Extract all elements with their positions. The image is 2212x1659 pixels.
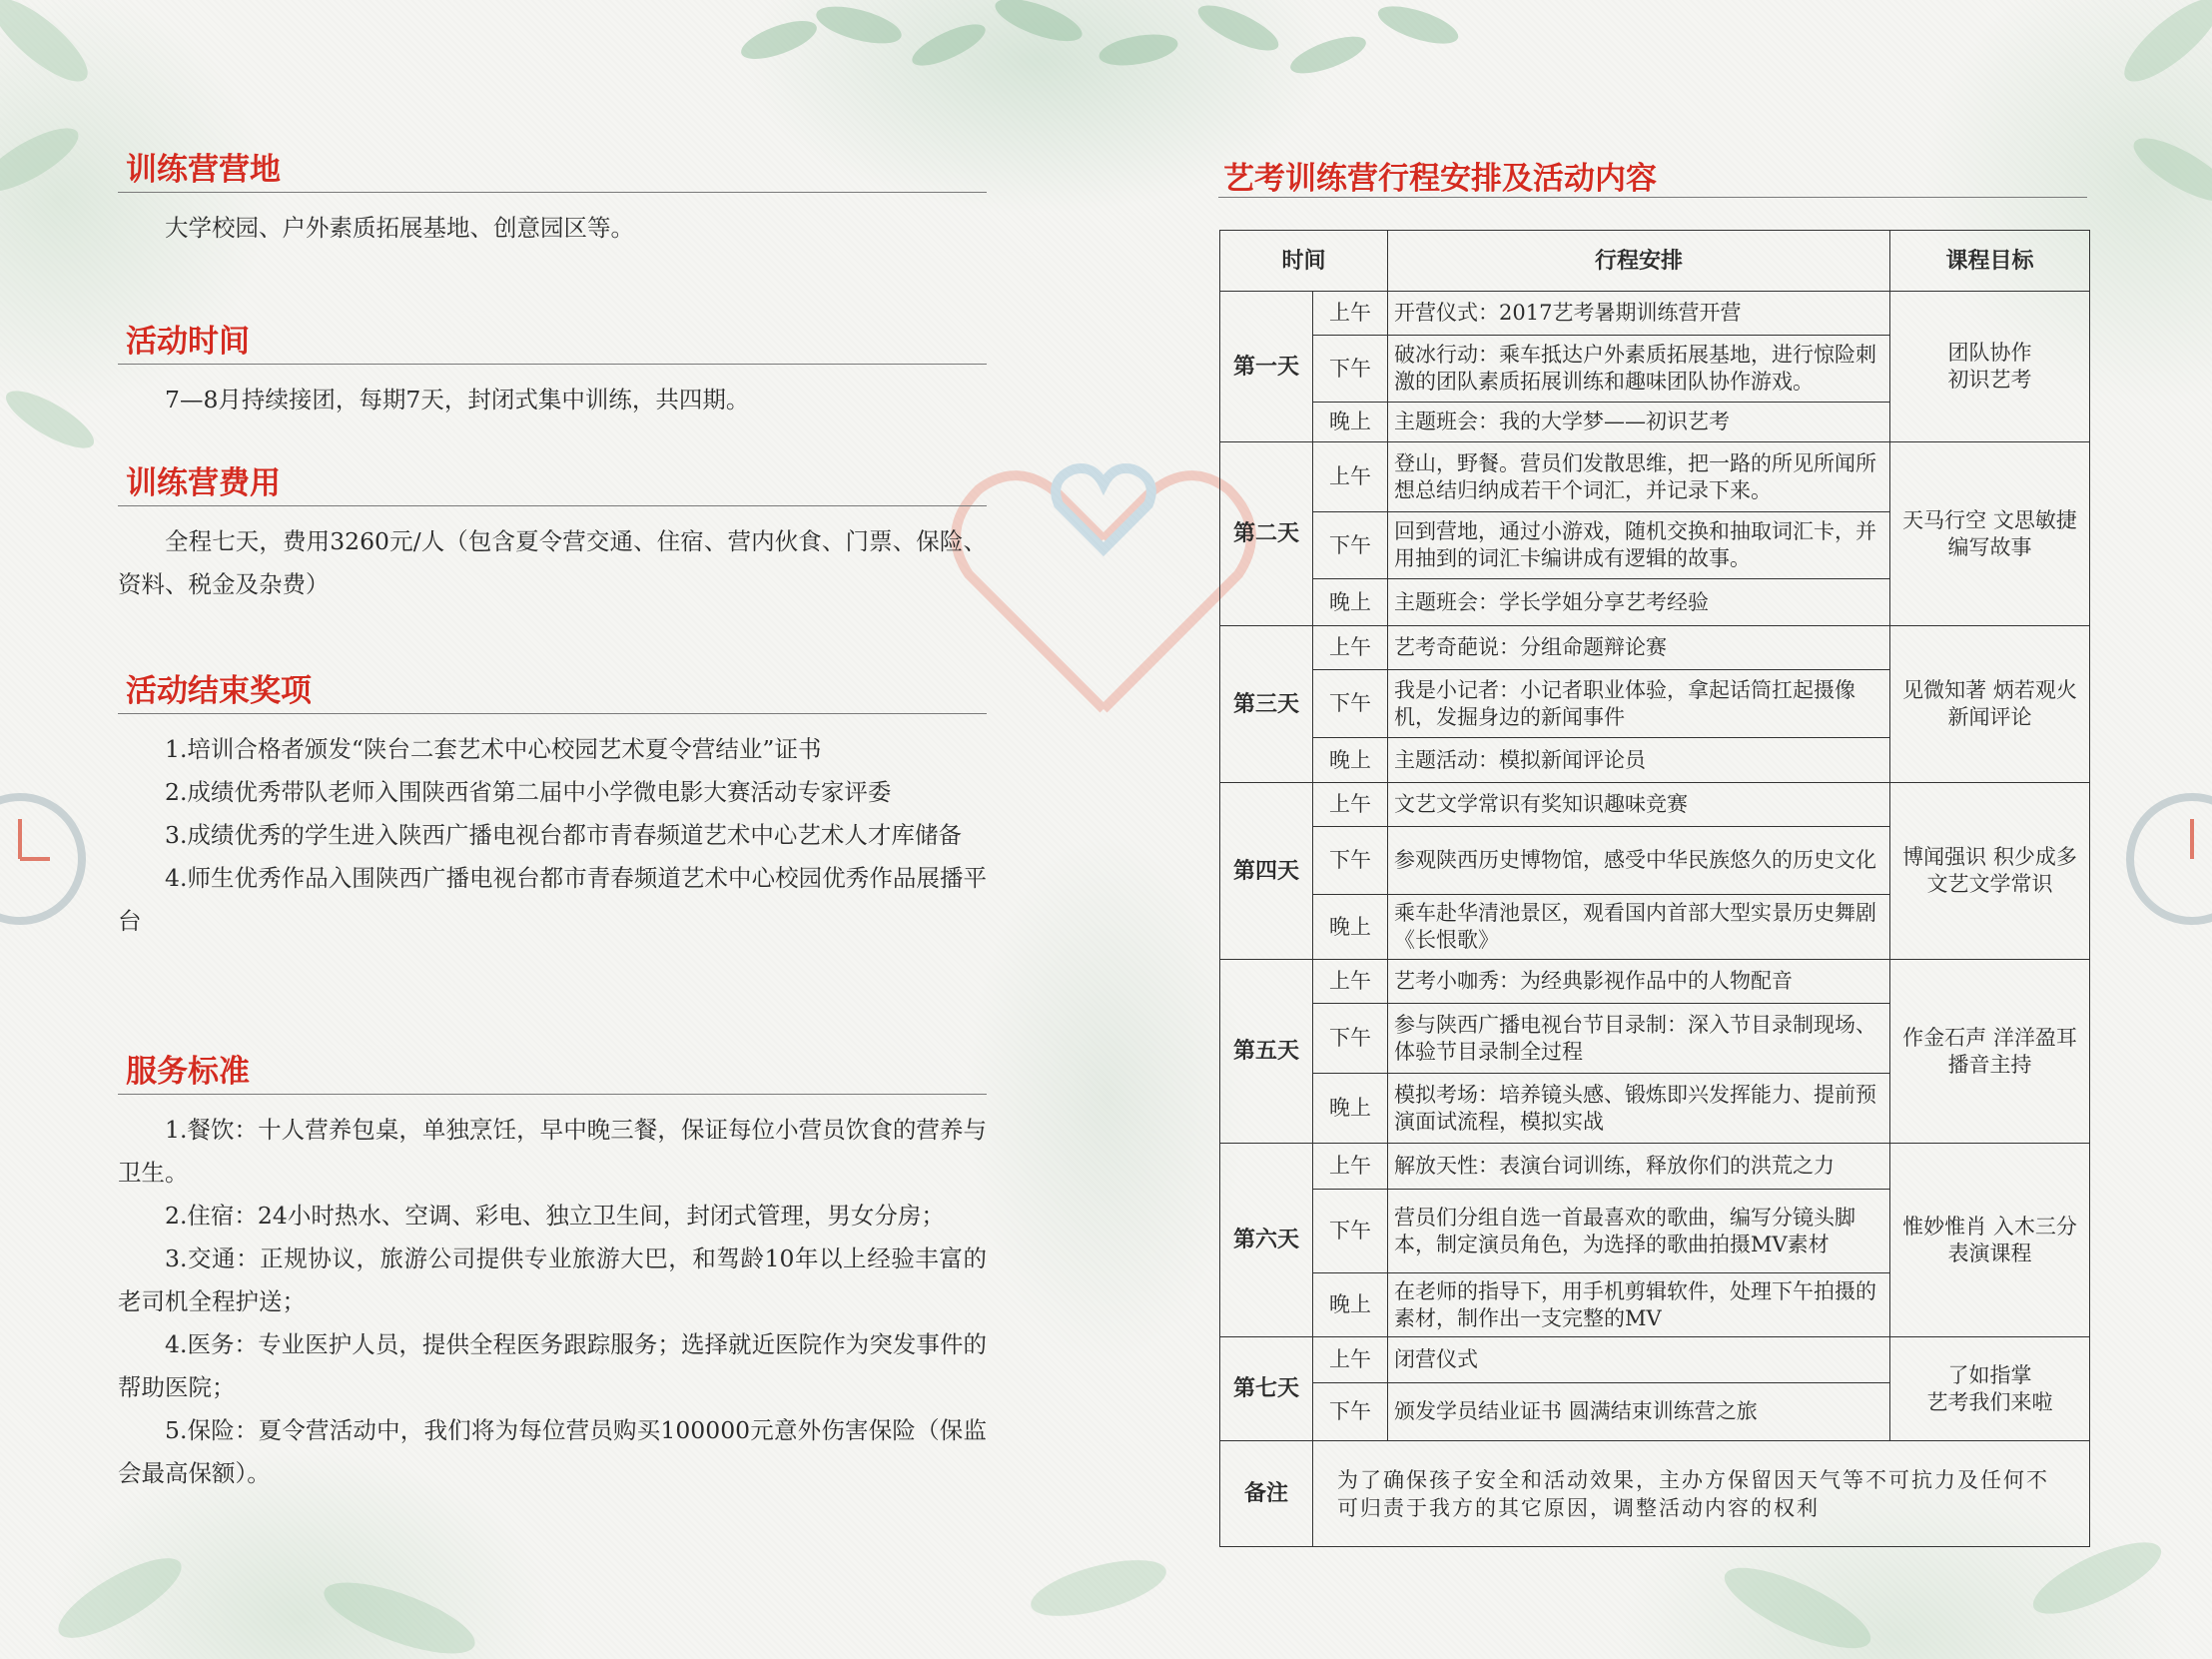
section-divider (118, 192, 987, 193)
day-label: 第二天 (1220, 442, 1313, 626)
goal-line: 播音主持 (1947, 1052, 2032, 1077)
course-goal (1890, 783, 2090, 960)
activity-text: 颁发学员结业证书 圆满结束训练营之旅 (1388, 1383, 1890, 1441)
activity-text: 破冰行动：乘车抵达户外素质拓展基地，进行惊险刺激的团队素质拓展训练和趣味团队协作游戏。 (1388, 336, 1890, 403)
service-item: 2.住宿：24小时热水、空调、彩电、独立卫生间，封闭式管理，男女分房； (165, 1202, 945, 1231)
award-item: 2.成绩优秀带队老师入围陕西省第二届中小学微电影大赛活动专家评委 (165, 778, 892, 807)
service-item: 1.餐饮：十人营养包桌，单独烹饪，早中晚三餐，保证每位小营员饮食的营养与卫生。 (118, 1116, 987, 1188)
goal-line: 新闻评论 (1947, 705, 2032, 729)
table-row (1220, 442, 2090, 512)
goal-line: 博闻强识 积少成多 (1902, 845, 2077, 869)
period-label: 下午 (1313, 670, 1388, 738)
period-label: 晚上 (1313, 1273, 1388, 1337)
venue-text: 大学校园、户外素质拓展基地、创意园区等。 (165, 214, 634, 243)
activity-text: 主题活动：模拟新闻评论员 (1388, 738, 1890, 783)
course-goal (1890, 442, 2090, 626)
activity-text: 回到营地，通过小游戏，随机交换和抽取词汇卡，并用抽到的词汇卡编讲成有逻辑的故事。 (1388, 512, 1890, 579)
goal-line: 文艺文学常识 (1926, 872, 2053, 896)
note-text: 为了确保孩子安全和活动效果，主办方保留因天气等不可抗力及任何不可归责于我方的其它原因，调整活动内容的权利 (1313, 1441, 2090, 1547)
course-goal (1890, 626, 2090, 783)
table-row (1220, 1337, 2090, 1383)
period-label: 下午 (1313, 512, 1388, 579)
header-goal: 课程目标 (1890, 231, 2090, 292)
section-title-awards: 活动结束奖项 (126, 673, 312, 709)
section-time (118, 322, 987, 421)
schedule-title: 艺考训练营行程安排及活动内容 (1223, 161, 1657, 197)
service-item: 4.医务：专业医护人员，提供全程医务跟踪服务；选择就近医院作为突发事件的帮助医院； (118, 1330, 987, 1402)
activity-text: 模拟考场：培养镜头感、锻炼即兴发挥能力、提前预演面试流程，模拟实战 (1388, 1074, 1890, 1144)
day-label: 第七天 (1220, 1337, 1313, 1441)
goal-line: 初识艺考 (1947, 368, 2032, 392)
section-title-time: 活动时间 (126, 324, 250, 360)
activity-text: 文艺文学常识有奖知识趣味竞赛 (1388, 783, 1890, 827)
award-item: 1.培训合格者颁发“陕台二套艺术中心校园艺术夏令营结业”证书 (165, 735, 822, 764)
period-label: 上午 (1313, 626, 1388, 670)
activity-text: 主题班会：学长学姐分享艺考经验 (1388, 579, 1890, 626)
activity-text: 参观陕西历史博物馆，感受中华民族悠久的历史文化 (1388, 827, 1890, 895)
time-text: 7—8月持续接团，每期7天，封闭式集中训练，共四期。 (165, 386, 750, 415)
day-label: 第三天 (1220, 626, 1313, 783)
service-item: 3.交通：正规协议，旅游公司提供专业旅游大巴，和驾龄10年以上经验丰富的老司机全程护送； (118, 1244, 987, 1316)
day-label: 第六天 (1220, 1144, 1313, 1337)
day-label: 第一天 (1220, 292, 1313, 442)
goal-line: 表演课程 (1947, 1241, 2032, 1265)
section-divider (118, 1094, 987, 1095)
activity-text: 主题班会：我的大学梦——初识艺考 (1388, 403, 1890, 442)
section-title-service: 服务标准 (126, 1054, 250, 1090)
course-goal (1890, 960, 2090, 1144)
table-row (1220, 626, 2090, 670)
activity-text: 艺考小咖秀：为经典影视作品中的人物配音 (1388, 960, 1890, 1004)
period-label: 上午 (1313, 783, 1388, 827)
day-label: 第四天 (1220, 783, 1313, 960)
note-label: 备注 (1220, 1441, 1313, 1547)
activity-text: 乘车赴华清池景区，观看国内首部大型实景历史舞剧《长恨歌》 (1388, 895, 1890, 960)
activity-text: 参与陕西广播电视台节目录制：深入节目录制现场、体验节目录制全过程 (1388, 1004, 1890, 1074)
activity-text: 我是小记者：小记者职业体验，拿起话筒扛起摄像机，发掘身边的新闻事件 (1388, 670, 1890, 738)
course-goal (1890, 1337, 2090, 1441)
period-label: 上午 (1313, 442, 1388, 512)
period-label: 上午 (1313, 1144, 1388, 1190)
activity-text: 营员们分组自选一首最喜欢的歌曲，编写分镜头脚本，制定演员角色，为选择的歌曲拍摄MV素材 (1388, 1190, 1890, 1273)
period-label: 晚上 (1313, 895, 1388, 960)
activity-text: 登山，野餐。营员们发散思维，把一路的所见所闻所想总结归纳成若干个词汇，并记录下来。 (1388, 442, 1890, 512)
schedule-title-divider (1218, 197, 2087, 198)
period-label: 下午 (1313, 827, 1388, 895)
period-label: 晚上 (1313, 738, 1388, 783)
period-label: 晚上 (1313, 579, 1388, 626)
period-label: 晚上 (1313, 1074, 1388, 1144)
header-time: 时间 (1220, 231, 1388, 292)
section-divider (118, 505, 987, 506)
goal-line: 艺考我们来啦 (1926, 1389, 2053, 1414)
table-row (1220, 960, 2090, 1004)
service-item: 5.保险：夏令营活动中，我们将为每位营员购买100000元意外伤害保险（保监会最高保额）。 (118, 1416, 987, 1488)
goal-line: 天马行空 文思敏捷 (1902, 507, 2077, 532)
table-row (1220, 1144, 2090, 1190)
course-goal (1890, 1144, 2090, 1337)
period-label: 下午 (1313, 1383, 1388, 1441)
section-awards (118, 671, 987, 943)
period-label: 下午 (1313, 1190, 1388, 1273)
goal-line: 作金石声 洋洋盈耳 (1902, 1025, 2077, 1050)
activity-text: 闭营仪式 (1388, 1337, 1890, 1383)
activity-text: 在老师的指导下，用手机剪辑软件，处理下午拍摄的素材，制作出一支完整的MV (1388, 1273, 1890, 1337)
table-header-row (1220, 231, 2090, 292)
fee-text: 全程七天，费用3260元/人（包含夏令营交通、住宿、营内伙食、门票、保险、资料、税金及杂费） (118, 527, 987, 599)
period-label: 下午 (1313, 336, 1388, 403)
section-title-fee: 训练营费用 (126, 465, 281, 501)
period-label: 下午 (1313, 1004, 1388, 1074)
award-item: 3.成绩优秀的学生进入陕西广播电视台都市青春频道艺术中心艺术人才库储备 (165, 821, 962, 850)
goal-line: 编写故事 (1947, 534, 2032, 559)
activity-text: 开营仪式：2017艺考暑期训练营开营 (1388, 292, 1890, 336)
period-label: 上午 (1313, 960, 1388, 1004)
section-divider (118, 713, 987, 714)
goal-line: 团队协作 (1947, 341, 2032, 365)
note-row (1220, 1441, 2090, 1547)
period-label: 上午 (1313, 292, 1388, 336)
header-plan: 行程安排 (1388, 231, 1890, 292)
day-label: 第五天 (1220, 960, 1313, 1144)
table-row (1220, 292, 2090, 336)
activity-text: 解放天性：表演台词训练，释放你们的洪荒之力 (1388, 1144, 1890, 1190)
section-divider (118, 364, 987, 365)
period-label: 上午 (1313, 1337, 1388, 1383)
goal-line: 了如指掌 (1947, 1362, 2032, 1387)
section-venue (118, 150, 987, 250)
period-label: 晚上 (1313, 403, 1388, 442)
award-item: 4.师生优秀作品入围陕西广播电视台都市青春频道艺术中心校园优秀作品展播平台 (118, 864, 987, 936)
course-goal (1890, 292, 2090, 442)
section-fee (118, 463, 987, 606)
activity-text: 艺考奇葩说：分组命题辩论赛 (1388, 626, 1890, 670)
schedule-table (1219, 230, 2090, 1547)
goal-line: 见微知著 炳若观火 (1902, 678, 2077, 702)
table-row (1220, 783, 2090, 827)
goal-line: 惟妙惟肖 入木三分 (1902, 1214, 2077, 1239)
section-service (118, 1052, 987, 1495)
section-title-venue: 训练营营地 (126, 152, 281, 188)
